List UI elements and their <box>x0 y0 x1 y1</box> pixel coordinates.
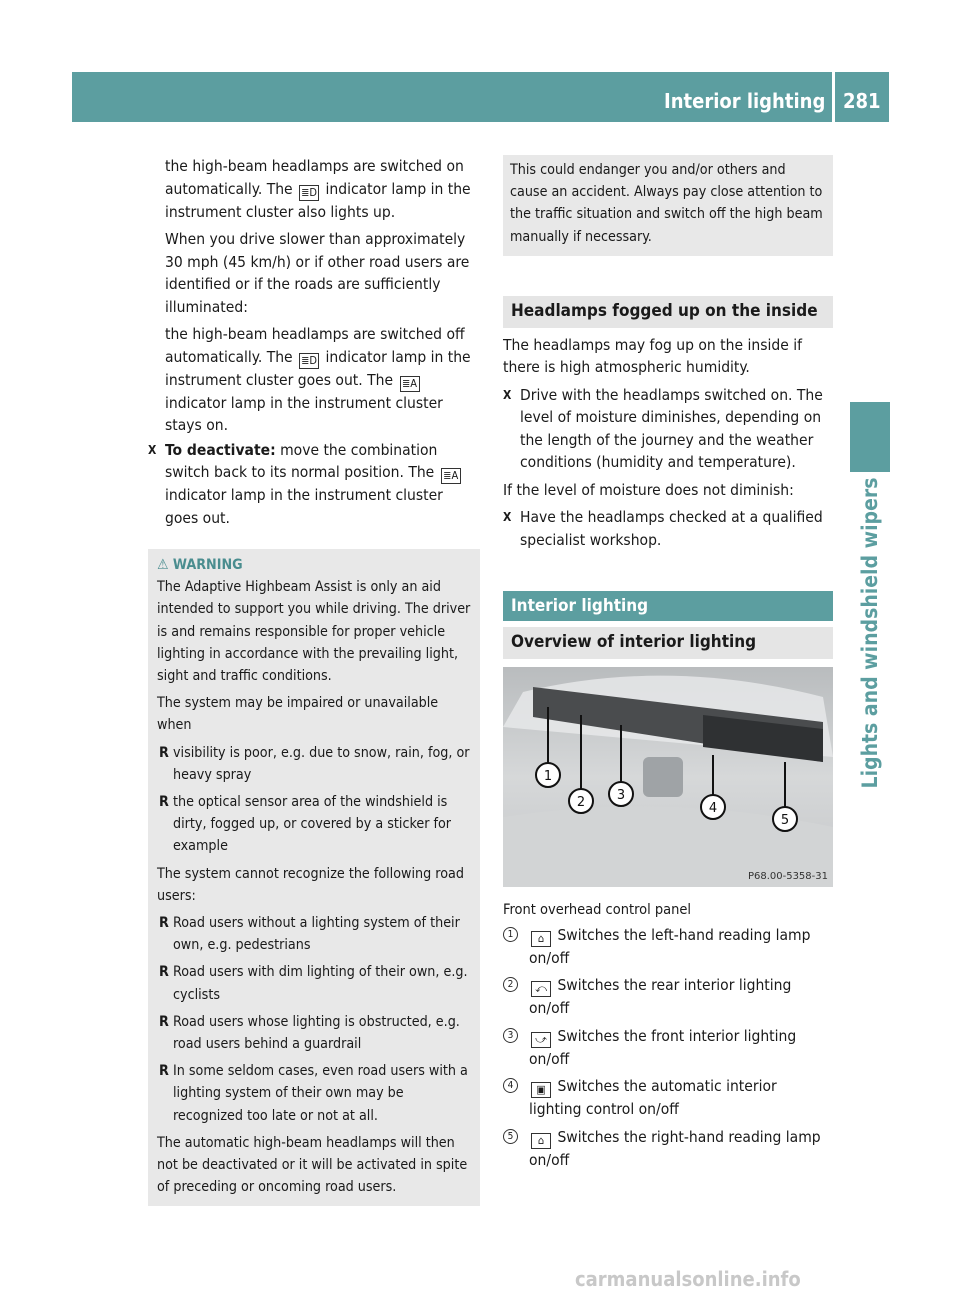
right-column <box>503 155 833 1171</box>
front-interior-light-icon: ⤻ <box>531 1032 551 1048</box>
reading-lamp-icon: ⌂ <box>531 1133 551 1149</box>
reading-lamp-icon: ⌂ <box>531 931 551 947</box>
legend-item <box>503 1025 833 1071</box>
warning-paragraph: The system cannot recognize the following road users: <box>157 865 464 904</box>
side-tab-marker <box>850 402 890 472</box>
bullet-icon: R <box>159 1063 169 1080</box>
step-arrow-icon: X <box>503 510 512 525</box>
text: The <box>408 463 435 481</box>
text: visibility is poor, e.g. due to snow, rain, fog, or heavy spray <box>173 744 470 783</box>
heading-interior-lighting: Interior lighting <box>503 591 833 621</box>
warning-paragraph: The system may be impaired or unavailable when <box>157 695 439 734</box>
warning-bullet <box>157 961 472 1005</box>
callout-4: 4 <box>708 801 718 817</box>
step-drive <box>503 384 833 474</box>
text: indicator lamp in the instrument cluster goes out. <box>165 486 443 527</box>
bullet-icon: R <box>159 964 169 981</box>
header-divider <box>832 72 835 122</box>
warning-bullet <box>157 742 472 786</box>
warning-heading <box>157 554 472 576</box>
rear-interior-light-icon: ⤺ <box>531 981 551 997</box>
legend-number: 2 <box>503 977 518 992</box>
side-chapter-label <box>855 478 885 788</box>
text: the optical sensor area of the windshield is dirty, fogged up, or covered by a sticker for example <box>173 794 452 855</box>
text: Road users without a lighting system of their own, e.g. pedestrians <box>173 915 460 954</box>
high-beam-indicator-icon: ≣D <box>299 353 319 369</box>
text: the high-beam headlamps are switched on automatically. The <box>165 157 464 198</box>
legend-number: 1 <box>503 927 518 942</box>
legend-number: 5 <box>503 1129 518 1144</box>
text: Drive with the headlamps switched on. The level of moisture diminishes, depending on the length of the journey and the weather conditions (humidity and temperature). <box>520 385 823 472</box>
side-chapter-text: Lights and windshield wipers <box>857 477 882 789</box>
text: indicator lamp in the instrument cluster also lights up. <box>165 179 471 221</box>
legend-item <box>503 974 833 1020</box>
legend-number: 4 <box>503 1078 518 1093</box>
step-arrow-icon: X <box>148 442 157 457</box>
text: Switches the automatic interior lighting control on/off <box>529 1077 777 1119</box>
left-column <box>148 155 480 1206</box>
bullet-icon: R <box>159 744 169 761</box>
legend-number: 3 <box>503 1028 518 1043</box>
figure-caption: Front overhead control panel <box>503 902 692 919</box>
paragraph-slow-driving: When you drive slower than approximately 30 mph (45 km/h) or if other road users are identified or if the roads are sufficiently illuminated: <box>165 230 470 316</box>
text: Road users whose lighting is obstructed, e.g. road users behind a guardrail <box>173 1013 460 1053</box>
heading-headlamps-fogged: Headlamps fogged up on the inside <box>503 296 833 328</box>
callout-2: 2 <box>576 795 586 811</box>
step-label: To deactivate: <box>165 440 276 459</box>
warning-bullet <box>157 912 472 956</box>
highbeam-assist-indicator-icon: ≣A <box>400 376 420 392</box>
warning-box <box>148 549 480 1206</box>
watermark: carmanualsonline.info <box>575 1267 801 1291</box>
warning-bullet <box>157 791 472 858</box>
text: Switches the rear interior lighting on/off <box>529 976 792 1018</box>
text: Have the headlamps checked at a qualified specialist workshop. <box>520 508 823 549</box>
paragraph-fog: The headlamps may fog up on the inside if there is high atmospheric humidity. <box>503 335 802 377</box>
page-title: Interior lighting <box>664 89 826 113</box>
warning-bullet <box>157 1060 472 1127</box>
warning-triangle-icon: ⚠ <box>157 557 169 573</box>
high-beam-indicator-icon: ≣D <box>299 185 319 201</box>
step-arrow-icon: X <box>503 387 512 402</box>
warning-heading-text: WARNING <box>172 557 243 573</box>
callout-5: 5 <box>780 813 790 829</box>
paragraph-moisture: If the level of moisture does not diminish: <box>503 480 794 499</box>
text: Switches the front interior lighting on/off <box>529 1026 797 1068</box>
bullet-icon: R <box>159 1013 169 1030</box>
warning-bullet <box>157 1011 472 1055</box>
text: In some seldom cases, even road users with a lighting system of their own may be recognized too late or not at all. <box>173 1063 468 1124</box>
bullet-icon: R <box>159 794 169 811</box>
callout-1: 1 <box>543 769 553 785</box>
highbeam-assist-indicator-icon: ≣A <box>441 468 461 484</box>
text: indicator lamp in the instrument cluster stays on. <box>165 393 443 434</box>
legend-item <box>503 924 833 970</box>
page-number: 281 <box>843 89 881 113</box>
photo-code: P68.00-5358-31 <box>747 871 828 883</box>
step-workshop <box>503 506 833 551</box>
warning-continuation-box: This could endanger you and/or others and cause an accident. Always pay close attention to the traffic situation and switch off the high beam manually if necessary. <box>503 155 833 256</box>
text: Switches the right-hand reading lamp on/off <box>529 1127 821 1169</box>
text: the high-beam headlamps are switched off automatically. The <box>165 325 465 366</box>
step-deactivate <box>148 439 480 530</box>
overhead-control-panel-photo <box>503 667 833 887</box>
warning-paragraph: The Adaptive Highbeam Assist is only an aid intended to support you while driving. The driver is and remains responsible for proper vehicle lighting in accordance with the prevailing light, sight and traffic conditions. <box>157 579 471 685</box>
legend-item <box>503 1126 833 1172</box>
text: Road users with dim lighting of their own, e.g. cyclists <box>173 964 468 1003</box>
paragraph-high-beam-on <box>148 155 480 223</box>
warning-paragraph: The automatic high-beam headlamps will then not be deactivated or it will be activated in spite of preceding or oncoming road users. <box>157 1134 468 1196</box>
text: indicator lamp in the instrument cluster goes out. The <box>165 347 471 389</box>
callout-3: 3 <box>616 788 626 804</box>
text: move the combination switch back to its normal position. <box>165 440 438 481</box>
auto-interior-light-icon: ▣ <box>531 1082 551 1098</box>
text: Switches the left-hand reading lamp on/off <box>529 925 811 967</box>
legend-item <box>503 1075 833 1121</box>
heading-overview-interior-lighting: Overview of interior lighting <box>503 627 833 659</box>
paragraph-high-beam-off <box>148 323 480 437</box>
bullet-icon: R <box>159 915 169 932</box>
